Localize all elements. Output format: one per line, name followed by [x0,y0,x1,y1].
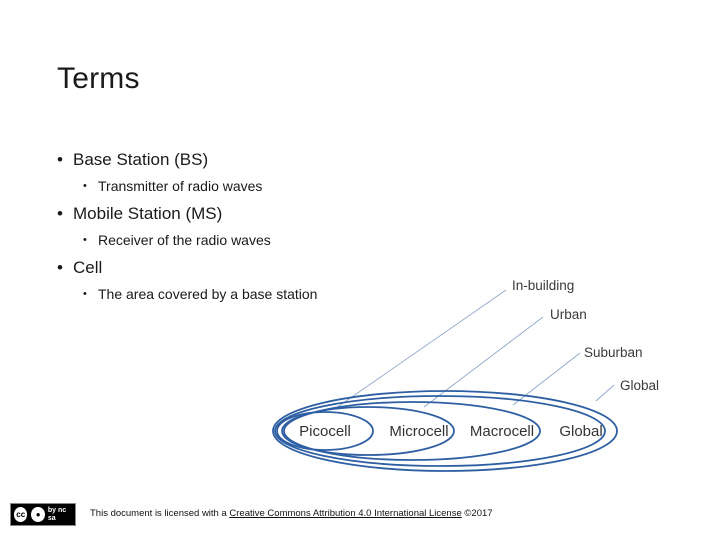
cell-label-picocell: Picocell [299,423,351,440]
callout-suburban: Suburban [584,345,643,360]
cc-license-badge[interactable] [10,503,76,526]
cell-label-microcell: Microcell [389,423,449,440]
bullet-cell: • Cell [57,254,477,281]
cc-icon: cc [13,506,28,523]
callout-global: Global [620,378,660,393]
cc-badge-terms: by nc sa [47,506,67,522]
license-link[interactable]: Creative Commons Attribution 4.0 International License [229,508,462,519]
sub-bullet-cell: • The area covered by a base station [57,281,477,308]
leader-suburban [513,353,580,405]
license-footer [90,508,493,519]
callout-in-building: In-building [512,278,575,293]
bullet-base-station: • Base Station (BS) [57,146,477,173]
callout-urban: Urban [550,307,587,322]
sub-bullet-mobile-station: • Receiver of the radio waves [57,227,477,254]
bullet-mobile-station: • Mobile Station (MS) [57,200,477,227]
leader-in-building [336,290,506,408]
license-prefix: This document is licensed with a [90,508,227,519]
slide-title: Terms [57,62,140,95]
leader-urban [424,317,543,407]
leader-global [596,385,614,401]
sub-bullet-base-station: • Transmitter of radio waves [57,173,477,200]
license-year: ©2017 [464,508,493,519]
by-attribution-icon: ● [30,506,45,523]
cell-label-global: Global [559,423,603,440]
cell-label-macrocell: Macrocell [469,423,535,440]
